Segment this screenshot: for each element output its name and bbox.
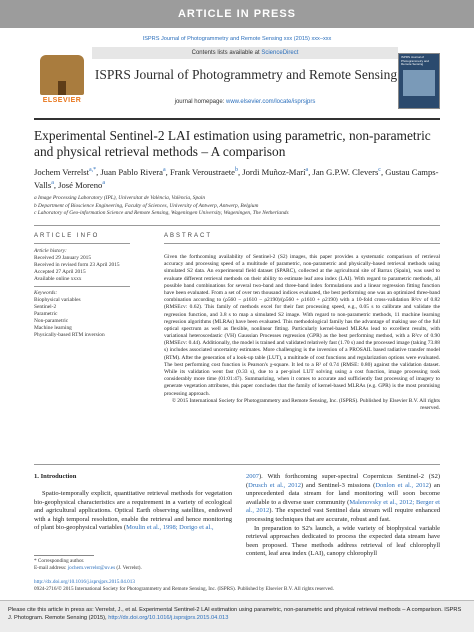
homepage-link[interactable]: www.elsevier.com/locate/isprsjprs (226, 99, 316, 105)
masthead-divider (34, 118, 440, 120)
keyword-item: Sentinel-2 (34, 304, 57, 310)
author-affil-sup[interactable]: a (51, 179, 54, 186)
abstract-text (164, 254, 440, 412)
intro-paragraph-1: Spatio-temporally explicit, quantitative retrieval methods for vegetation bio-geophysical characteristics are a requirement in a variety of ecological and agricultural applications. Optical Earth observing satellites, endowed with a high temporal resolution, enable the retrieval and hence monitoring of plant bio-geophysical variables ( (34, 490, 232, 532)
history-item: Received in revised form 23 April 2015 (34, 262, 120, 268)
affiliation-line: a Image Processing Laboratory (IPL), Universitat de València, València, Spain (34, 195, 206, 201)
copyright-line: © 2015 International Society for Photogrammetry and Remote Sensing, Inc. (ISPRS). Published by Elsevier B.V. All rights reserved. (171, 397, 440, 411)
banner-text: ARTICLE IN PRESS (177, 8, 297, 20)
contents-lists-bar (92, 47, 398, 59)
cite-doi-link[interactable]: http://dx.doi.org/10.1016/j.isprsjprs.2015.04.013 (108, 615, 229, 621)
elsevier-wordmark: ELSEVIER (42, 97, 82, 104)
keyword-item: Non-parametric (34, 318, 69, 324)
author-affil-sup[interactable]: a (163, 167, 166, 173)
homepage-prefix: journal homepage: (174, 99, 226, 105)
issn-line: 0924-2716/© 2015 International Society for Photogrammetry and Remote Sensing, Inc. (ISPRS). Published by Elsevier B.V. All rights reserved. (34, 585, 334, 592)
abstract-body: Given the forthcoming availability of Sentinel-2 (S2) images, this paper provides a systematic comparison of retrieval accuracy and processing speed of a multitude of parametric, non-parametric and physically-based retrieval methods using simulated S2 data. An experimental field dataset (SPARC), collected at the agricultural site of Barrax (Spain), was used to evaluate different retrieval methods on their ability to estimate leaf area index (LAI). With regard to parametric methods, all possible band combinations for several two-band and three-band index formulations and a linear regression fitting function have been evaluated. From a set of over ten thousand indices evaluated, the best performing one was an optimized three-band combination according to (ρ560 − ρ1610 − ρ2190)/(ρ560 + ρ1610 + ρ2190) with a 10-fold cross-validation R²cv of 0.82 (RMSEcv: 0.62). This family of methods excel for their fast processing speed, e.g., 0.05 s to calibrate and validate the regression function, and 3.8 s to map a simulated S2 image. With regard to non-parametric methods, 11 machine learning regression algorithms (MLRAs) have been evaluated. This methodological family has the advantage of making use of the full optical spectrum as well as flexible, nonlinear fitting. Particularly kernel-based MLRAs lead to excellent results, with variational heteroscedastic (VH) Gaussian Processes regression (GPR) as the best performing method, with a R²cv of 0.90 (RMSEcv: 0.44). Additionally, the model is trained and validated relatively fast (1.70 s) and the processed image (taking 73.88 s) includes associated uncertainty estimates. More challenging is the inversion of a PROSAIL based radiative transfer model (RTM). After the generation of a look-up table (LUT), a multitude of cost functions and regularization options were evaluated. The best performing cost function is Pearson's χ-square. It led to a R² of 0.74 (RMSE: 0.80) against the validation dataset. While its validation went fast (0.33 s), due to a per-pixel LUT solving using a cost function, image processing took considerably more time (01:01:47). Summarizing, when it comes to accurate and sufficiently fast processing of imagery to generate vegetation attributes, this paper concludes that the family of kernel-based MLRAs (e.g. GPR) is the most promising processing approach. (164, 254, 440, 397)
cite-text (8, 606, 466, 622)
author-name[interactable]: Gustau Camps-Valls (34, 166, 439, 190)
intro-text: ) an unprecedented data stream for land monitoring will soon become available to a diverse user community ( (246, 481, 440, 506)
history-item: Available online xxxx (34, 276, 82, 282)
journal-title: ISPRS Journal of Photogrammetry and Remote Sensing (94, 67, 398, 82)
author-name[interactable]: Jordi Muñoz-Marí (242, 166, 306, 177)
doi-link[interactable]: http://dx.doi.org/10.1016/j.isprsjprs.2015.04.013 (34, 579, 135, 585)
author-affil-sup[interactable]: a,* (88, 167, 97, 173)
cite-body: Please cite this article in press as: Verrelst, J., et al. Experimental Sentinel-2 LAI estimation using parametric, non-parametric and physical retrieval methods – A comparison. ISPRS J. Photogram. Remote Sensing (2015), (8, 607, 462, 621)
journal-citation-header[interactable]: ISPRS Journal of Photogrammetry and Remote Sensing xxx (2015) xxx–xxx (142, 36, 332, 42)
journal-cover-thumbnail (398, 53, 440, 109)
author-affil-sup[interactable]: c (378, 167, 381, 173)
author-name[interactable]: Jochem Verrelst (34, 166, 89, 177)
history-label: Article history: (34, 248, 67, 254)
article-info-column (34, 248, 130, 339)
intro-text: ). The expected vast Sentinel data stream will require enhanced processing techniques that are accurate, robust and fast. (246, 507, 440, 523)
email-suffix: (J. Verrelst). (115, 564, 142, 571)
journal-masthead (34, 47, 440, 113)
citation-link[interactable]: 2007 (246, 473, 259, 480)
author-name[interactable]: Jan G.P.W. Clevers (312, 166, 379, 177)
abstract-rule (164, 243, 440, 244)
citation-link[interactable]: Moulin et al., 1998; Dorigo et al., (126, 524, 214, 532)
author-list: Jochem Verrelst$^{a,*}$, Juan Pablo Rivera$^a$, Frank Veroustraete$^b$, Jordi Muñoz-Marí$^a$, Jan G.P.W. Clevers$^c$, Gustau Camps-Valls$^a$, José Moreno$^a$ (34, 166, 439, 190)
journal-homepage (92, 99, 398, 105)
article-in-press-banner (0, 0, 474, 28)
sciencedirect-link[interactable]: ScienceDirect (261, 50, 299, 56)
citation-link[interactable]: Malenovsky et al., 2012; Berger et al., 2012 (246, 498, 440, 515)
author-name[interactable]: Frank Veroustraete (169, 166, 235, 177)
citation-link[interactable]: Donlon et al., 2012 (375, 481, 429, 489)
affiliations (34, 195, 440, 218)
cover-title: ISPRS Journal of Photogrammetry and Remote Sensing (401, 55, 430, 67)
keyword-item: Parametric (34, 311, 58, 317)
corresponding-author-footnote (34, 558, 234, 571)
abstract-heading: ABSTRACT (164, 233, 213, 239)
footnote-email-line (34, 565, 234, 572)
footnote-rule (34, 555, 94, 556)
abstract-bottom-divider (34, 464, 440, 465)
elsevier-logo (34, 55, 90, 107)
author-affil-sup[interactable]: a (305, 167, 309, 173)
author-affil-sup[interactable]: a (102, 179, 105, 186)
article-info-heading: ARTICLE INFO (34, 233, 100, 239)
footnote-marker: * Corresponding author. (34, 558, 85, 564)
author-name[interactable]: Juan Pablo Rivera (100, 166, 163, 177)
article-meta (34, 579, 440, 592)
citation-link[interactable]: Drusch et al., 2012 (248, 481, 301, 489)
article-title: Experimental Sentinel-2 LAI estimation using parametric, non-parametric and physical retrieval methods – A comparison (34, 128, 431, 159)
affiliation-line: b Department of Bioscience Engineering, Faculty of Sciences, University of Antwerp, Antwerp, Belgium (34, 202, 259, 209)
keyword-item: Biophysical variables (34, 297, 81, 303)
history-item: Accepted 27 April 2015 (34, 269, 86, 275)
intro-right-column (246, 473, 440, 559)
keyword-item: Physically-based RTM inversion (34, 332, 105, 338)
intro-right-paragraph-1 (246, 473, 440, 525)
keywords-label: Keywords: (34, 290, 58, 296)
article-info-rule (34, 243, 130, 244)
elsevier-tree-icon (40, 55, 84, 95)
intro-right-paragraph-2: In preparation to S2's launch, a wide variety of biophysical variable retrieval approaches dedicated to process the expected data stream have been proposed. These methods address retrieval of leaf chlorophyll content, leaf area index (LAI), canopy chlorophyll (246, 524, 440, 558)
keyword-item: Machine learning (34, 325, 72, 331)
email-link[interactable]: jochem.verrelst@uv.es (67, 564, 116, 571)
header-divider (34, 225, 440, 226)
history-item: Received 29 January 2015 (34, 255, 92, 261)
intro-left-column (34, 490, 232, 533)
section-heading-introduction: 1. Introduction (34, 473, 77, 480)
affiliation-line: c Laboratory of Geo-information Science and Remote Sensing, Wageningen University, Wageningen, The Netherlands (34, 210, 289, 217)
author-name[interactable]: José Moreno (58, 179, 103, 190)
contents-prefix: Contents lists available at (191, 50, 262, 56)
cite-this-article-box (0, 600, 474, 632)
intro-text: ) and Sentinel-3 missions ( (300, 481, 376, 489)
author-affil-sup[interactable]: b (234, 167, 238, 173)
email-label: E-mail address: (34, 564, 68, 571)
info-separator (34, 286, 130, 287)
intro-text: ). With forthcoming super-spectral Copernicus Sentinel-2 (S2) ( (246, 473, 440, 489)
